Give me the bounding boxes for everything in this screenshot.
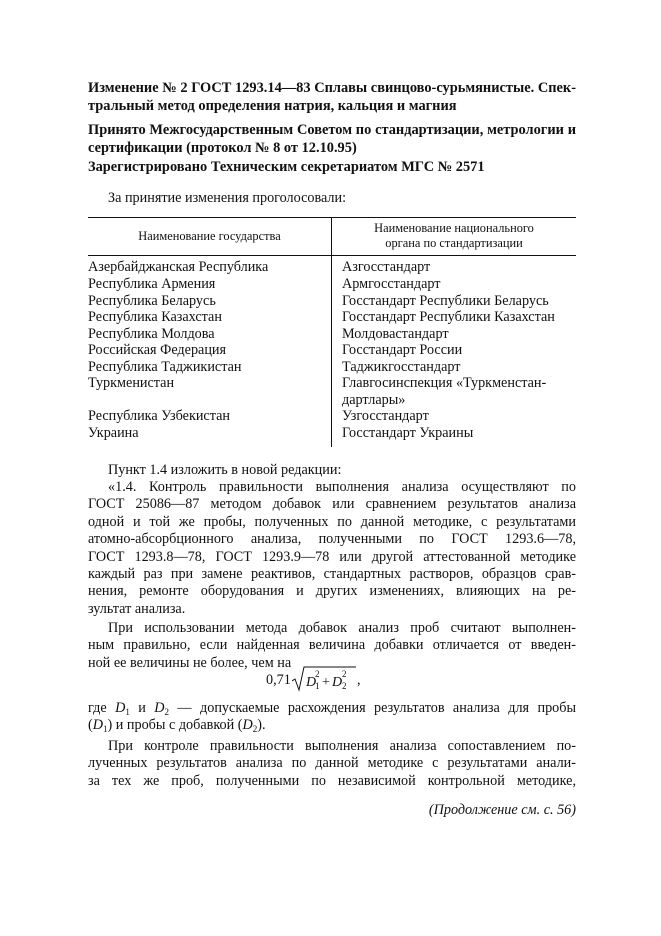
table-top-rule xyxy=(88,217,576,218)
paragraph-line: При использовании метода добавок анализ проб считают выполнен- xyxy=(108,620,576,636)
where-and: и xyxy=(138,700,146,716)
column-header-org-line: Наименование национального xyxy=(374,221,534,235)
paragraph-line: одной и той же пробы, полученных по данной методике, с результатами xyxy=(88,513,576,530)
adopted-statement xyxy=(88,121,576,157)
paragraph-line: ным правильно, если найденная величина добавки отличается от введен- xyxy=(88,637,576,654)
formula-d2: D xyxy=(332,675,343,690)
adopted-line: сертификации (протокол № 8 от 12.10.95) xyxy=(88,140,357,156)
table-cell-org: Таджикгосстандарт xyxy=(342,359,461,375)
paragraph-line: зультат анализа. xyxy=(88,600,186,617)
table-cell-state: Республика Таджикистан xyxy=(88,359,242,375)
where-d2: D xyxy=(154,700,165,716)
formula-pow2: 2 xyxy=(342,669,347,679)
where-close1: ) и пробы с добавкой ( xyxy=(107,717,243,734)
table-cell-org: Главгосинспекция «Туркменстан- xyxy=(342,375,547,391)
paragraph-line: атомно-абсорбционного анализа, полученными по ГОСТ 1293.6—78, xyxy=(88,531,576,548)
where-d1b: D xyxy=(92,717,103,734)
adopted-line: Принято Межгосударственным Советом по стандартизации, метрологии и xyxy=(88,122,576,138)
paragraph-line: «1.4. Контроль правильности выполнения анализа осуществляют по xyxy=(108,479,576,495)
where-rest: — допускаемые расхождения результатов анализа для пробы xyxy=(177,700,577,716)
where-sub2: 2 xyxy=(164,707,169,717)
comparison-paragraph xyxy=(88,738,576,790)
registration-statement xyxy=(88,158,576,176)
table-cell-state: Республика Армения xyxy=(88,276,216,292)
table-cell-state: Республика Беларусь xyxy=(88,293,216,309)
amendment-title-line: Изменение № 2 ГОСТ 1293.14—83 Сплавы свинцово-сурьмянистые. Спек- xyxy=(88,80,576,96)
where-sub1: 1 xyxy=(125,707,130,717)
table-column-divider xyxy=(331,217,332,447)
table-cell-org: Армгосстандарт xyxy=(342,276,441,292)
table-cell-org: Узгосстандарт xyxy=(342,408,429,424)
formula-coefficient: 0,71 xyxy=(266,672,291,688)
sqrt-sign xyxy=(292,666,356,692)
where-d1: D xyxy=(115,700,126,716)
continuation-note: (Продолжение см. с. 56) xyxy=(428,802,576,818)
paragraph-line: лученных результатов анализа по данной методике с результатами анали- xyxy=(88,755,576,772)
amendment-title-line: тральный метод определения натрия, кальция и магния xyxy=(88,98,457,114)
table-cell-state: Азербайджанская Республика xyxy=(88,259,269,275)
where-paragraph xyxy=(88,700,576,735)
table-cell-state: Республика Казахстан xyxy=(88,309,222,325)
table-cell-state: Республика Молдова xyxy=(88,326,215,342)
clause-paragraph xyxy=(88,479,576,618)
clause-intro: Пункт 1.4 изложить в новой редакции: xyxy=(108,462,342,478)
paragraph-line: ной ее величины не более, чем на xyxy=(88,654,292,671)
paragraph-line: за тех же проб, полученными по независимой контрольной методике, xyxy=(88,772,576,789)
where-sub1b: 1 xyxy=(102,724,108,735)
table-cell-state: Туркменистан xyxy=(88,375,175,391)
amendment-title xyxy=(88,79,576,115)
paragraph-line: ГОСТ 25086—87 методом добавок или сравнением результатов анализа xyxy=(88,496,576,513)
table-cell-state: Украина xyxy=(88,425,139,441)
table-cell-org: Госстандарт России xyxy=(342,342,463,358)
table-cell-state: Республика Узбекистан xyxy=(88,408,230,424)
column-header-org xyxy=(332,221,576,251)
paren-open: ( xyxy=(88,717,93,734)
formula-comma: , xyxy=(357,672,361,688)
paragraph-line: нения, ремонте оборудования и других изменениях, влияющих на ре- xyxy=(88,583,576,600)
column-header-org-line: органа по стандартизации xyxy=(385,236,523,250)
table-cell-org: Азгосстандарт xyxy=(342,259,431,275)
where-word: где xyxy=(88,700,107,716)
table-cell-org: Молдовастандарт xyxy=(342,326,449,342)
formula-sub1: 1 xyxy=(315,681,320,691)
formula-d1: D xyxy=(306,675,317,690)
where-close2: ). xyxy=(257,717,266,734)
where-line xyxy=(88,700,576,717)
formula-sub2: 2 xyxy=(342,681,347,691)
registration-line: Зарегистрировано Техническим секретариатом МГС № 2571 xyxy=(88,159,485,175)
where-line xyxy=(88,717,576,734)
formula-pow1: 2 xyxy=(315,669,320,679)
paragraph-line: При контроле правильности выполнения анализа сопоставлением по- xyxy=(108,738,576,754)
additive-paragraph xyxy=(88,620,576,672)
table-header-rule xyxy=(88,255,576,256)
where-d2b: D xyxy=(242,717,253,734)
table-cell-state: Российская Федерация xyxy=(88,342,227,358)
table-cell-org: дартлары» xyxy=(342,392,406,408)
table-cell-org: Госстандарт Украины xyxy=(342,425,474,441)
paragraph-line: ГОСТ 1293.8—78, ГОСТ 1293.9—78 или другой аттестованной методике xyxy=(88,548,576,565)
column-header-state: Наименование государства xyxy=(138,229,281,243)
paragraph-line: каждый раз при замене реактивов, стандартных растворов, образцов срав- xyxy=(88,566,576,583)
table-cell-org: Госстандарт Республики Беларусь xyxy=(342,293,549,309)
vote-intro: За принятие изменения проголосовали: xyxy=(108,190,347,206)
formula-plus: + xyxy=(322,675,330,690)
where-sub2b: 2 xyxy=(252,724,258,735)
table-cell-org: Госстандарт Республики Казахстан xyxy=(342,309,555,325)
